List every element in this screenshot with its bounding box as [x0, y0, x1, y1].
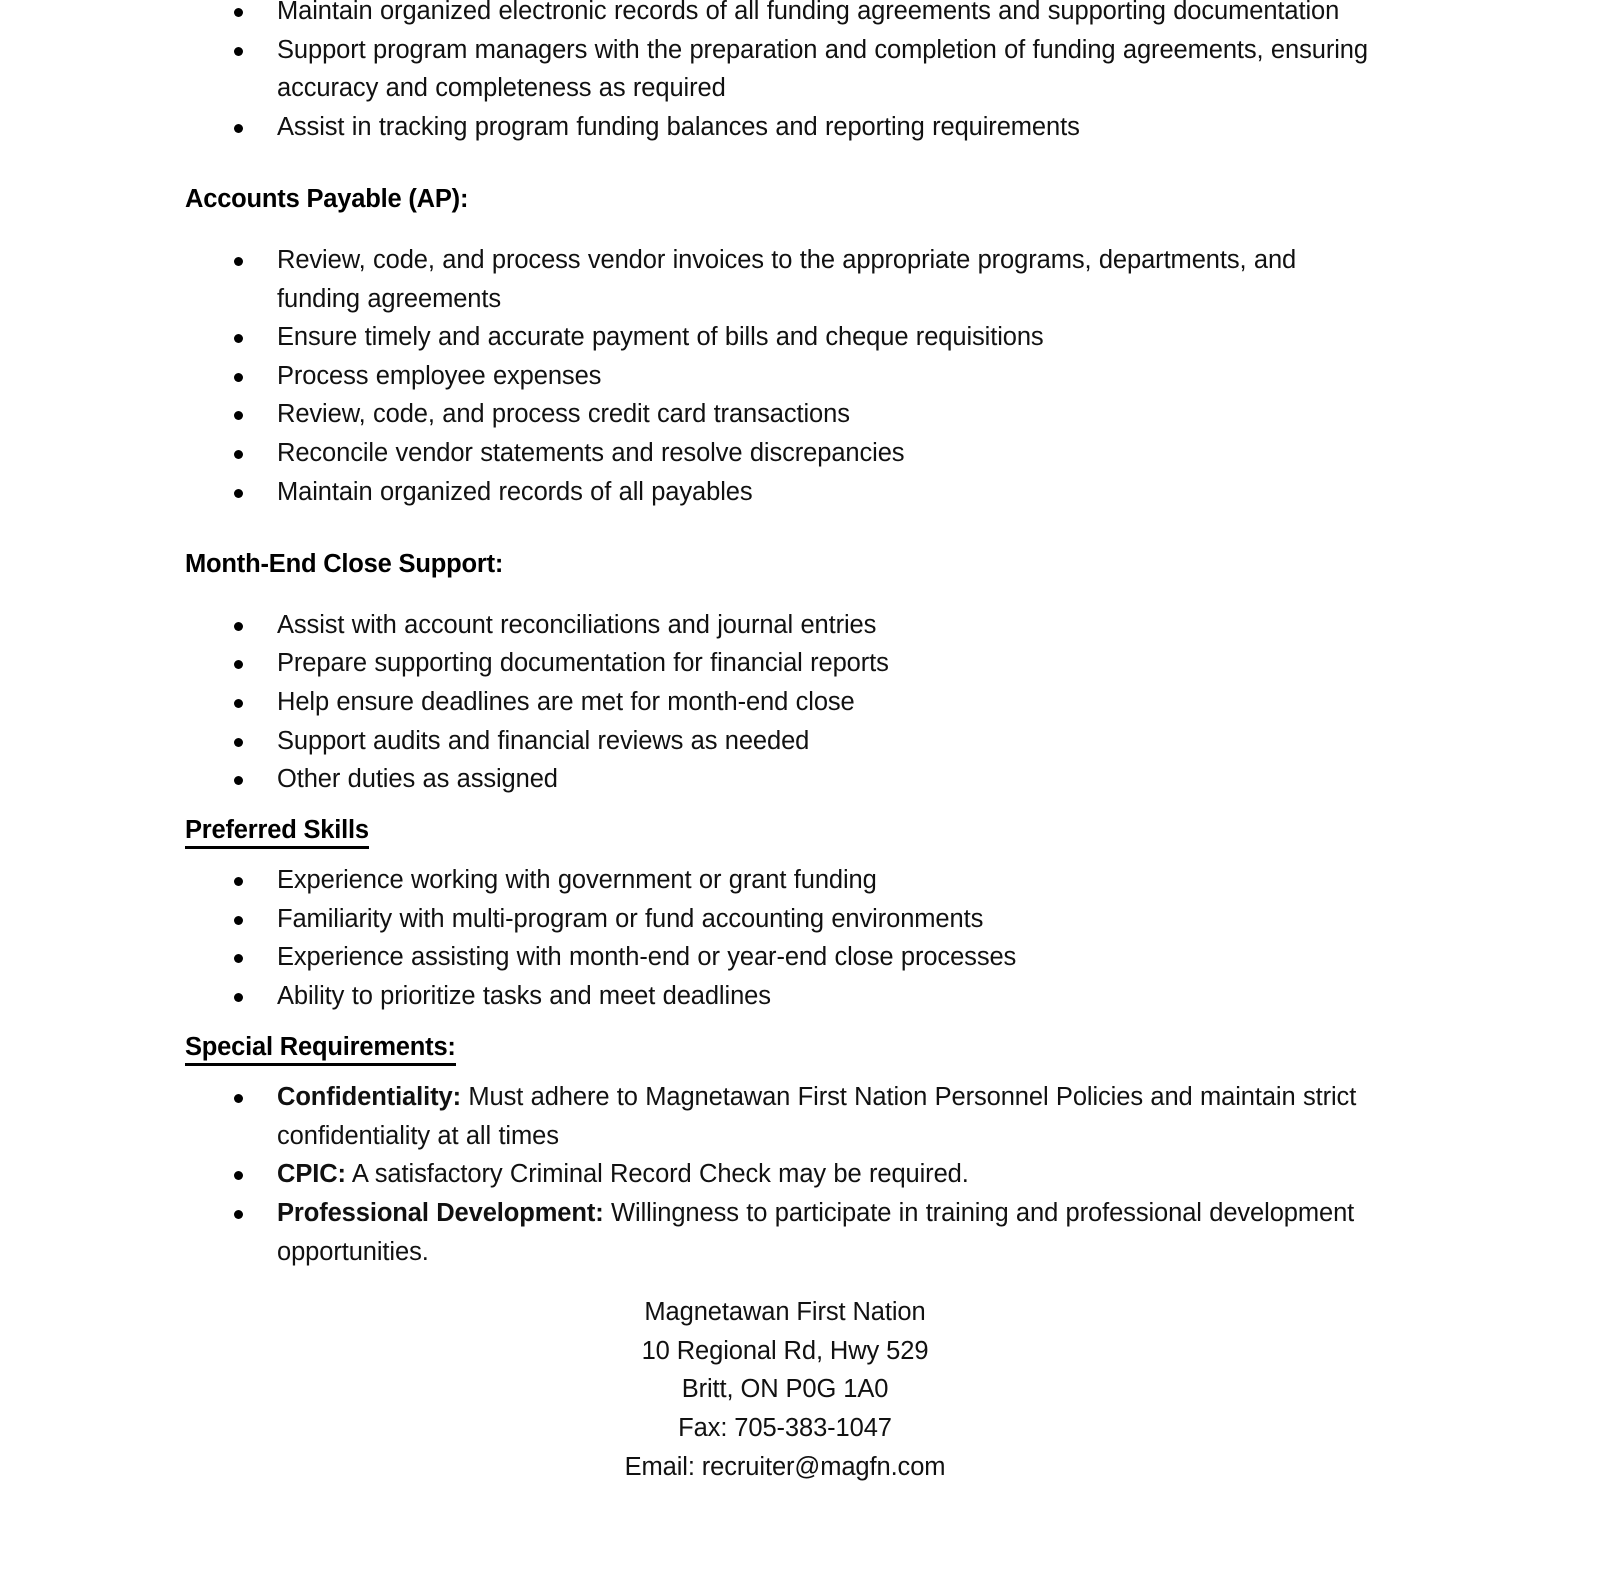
- heading-preferred-skills: [0, 811, 1600, 850]
- bullet-dot-icon: [234, 373, 243, 382]
- list-item-text: Familiarity with multi-program or fund accounting environments: [277, 904, 984, 933]
- bullet-dot-icon: [234, 489, 243, 498]
- list-item: [0, 977, 1600, 1016]
- heading-special-requirements: [0, 1028, 1600, 1067]
- bullet-dot-icon: [234, 411, 243, 420]
- bullet-dot-icon: [234, 738, 243, 747]
- list-item: [0, 241, 1600, 318]
- month-end-bullet-list: [0, 606, 1600, 799]
- list-item-text: Maintain organized records of all payables: [277, 477, 753, 506]
- list-item-text: Review, code, and process credit card transactions: [277, 400, 850, 429]
- spacer: [0, 584, 1600, 606]
- list-item: [0, 683, 1600, 722]
- bullet-dot-icon: [234, 8, 243, 17]
- footer-email: Email: recruiter@magfn.com: [624, 1452, 946, 1481]
- requirement-label: CPIC:: [277, 1160, 346, 1189]
- special-requirements-bullet-list: [0, 1078, 1600, 1271]
- bullet-dot-icon: [234, 993, 243, 1002]
- spacer: [0, 1016, 1600, 1028]
- bullet-dot-icon: [234, 450, 243, 459]
- list-item-text: Ability to prioritize tasks and meet deadlines: [277, 982, 771, 1011]
- bullet-dot-icon: [234, 1210, 243, 1219]
- list-item: [0, 395, 1600, 434]
- footer-fax: Fax: 705-383-1047: [678, 1414, 892, 1442]
- list-item: [0, 473, 1600, 512]
- list-item-text: Help ensure deadlines are met for month-end close: [277, 687, 855, 716]
- list-item: [0, 1078, 1600, 1155]
- bullet-dot-icon: [234, 916, 243, 925]
- spacer: [0, 799, 1600, 811]
- list-item: [0, 900, 1600, 939]
- list-item: [0, 861, 1600, 900]
- preferred-skills-bullet-list: [0, 861, 1600, 1015]
- heading-month-end-close-support: Month-End Close Support:: [185, 550, 504, 579]
- heading-accounts-payable: Accounts Payable (AP):: [185, 185, 469, 214]
- list-item: [0, 938, 1600, 977]
- list-item: [0, 1155, 1600, 1194]
- list-item: [0, 434, 1600, 473]
- requirement-label: Confidentiality:: [277, 1083, 461, 1112]
- list-item-text: [277, 1194, 1382, 1271]
- list-item-text: Support program managers with the preparation and completion of funding agreements, ensuring accuracy and completeness as required: [277, 35, 1368, 103]
- list-item-text: Experience working with government or grant funding: [277, 866, 877, 895]
- bullet-dot-icon: [234, 660, 243, 669]
- heading-special-requirements-text: Special Requirements:: [185, 1032, 456, 1066]
- list-item-text: Process employee expenses: [277, 361, 602, 390]
- list-item-text: Support audits and financial reviews as needed: [277, 726, 810, 755]
- spacer: [0, 511, 1600, 545]
- list-item: [0, 760, 1600, 799]
- bullet-dot-icon: [234, 1094, 243, 1103]
- spacer: [0, 1271, 1600, 1293]
- bullet-dot-icon: [234, 699, 243, 708]
- accounts-payable-bullet-list: [0, 241, 1600, 511]
- requirement-text: Must adhere to Magnetawan First Nation Personnel Policies and maintain strict confidentiality at all times: [277, 1083, 1357, 1150]
- list-item: [0, 606, 1600, 645]
- list-item-text: [277, 1155, 1382, 1194]
- list-item: [0, 108, 1600, 147]
- list-item-text: Review, code, and process vendor invoices to the appropriate programs, departments, and funding agreements: [277, 245, 1297, 313]
- list-item-text: Other duties as assigned: [277, 765, 558, 794]
- list-item-text: Experience assisting with month-end or year-end close processes: [277, 943, 1017, 972]
- bullet-dot-icon: [234, 877, 243, 886]
- list-item: [0, 644, 1600, 683]
- bullet-dot-icon: [234, 124, 243, 133]
- list-item-text: Assist in tracking program funding balances and reporting requirements: [277, 112, 1080, 141]
- footer-city-postal: Britt, ON P0G 1A0: [681, 1375, 889, 1404]
- requirement-label: Professional Development:: [277, 1199, 604, 1228]
- requirement-text: Willingness to participate in training and professional development opportunities.: [277, 1199, 1355, 1266]
- list-item: [0, 0, 1600, 31]
- list-item-text: [277, 1078, 1382, 1155]
- bullet-dot-icon: [234, 954, 243, 963]
- top-bullet-list: [0, 0, 1600, 146]
- list-item: [0, 318, 1600, 357]
- requirement-text: A satisfactory Criminal Record Check may be required.: [345, 1160, 969, 1189]
- bullet-dot-icon: [234, 1171, 243, 1180]
- footer-organization: Magnetawan First Nation: [644, 1298, 926, 1327]
- list-item-text: Prepare supporting documentation for financial reports: [277, 649, 889, 678]
- spacer: [0, 219, 1600, 241]
- bullet-dot-icon: [234, 334, 243, 343]
- spacer: [0, 849, 1600, 861]
- list-item-text: Assist with account reconciliations and journal entries: [277, 610, 877, 639]
- bullet-dot-icon: [234, 622, 243, 631]
- spacer: [0, 1066, 1600, 1078]
- list-item-text: Maintain organized electronic records of all funding agreements and supporting documentation: [277, 0, 1340, 25]
- contact-footer: [0, 1293, 1570, 1486]
- list-item-text: Ensure timely and accurate payment of bills and cheque requisitions: [277, 323, 1044, 352]
- spacer: [0, 146, 1600, 180]
- footer-street-address: 10 Regional Rd, Hwy 529: [641, 1336, 929, 1365]
- bullet-dot-icon: [234, 47, 243, 56]
- bullet-dot-icon: [234, 257, 243, 266]
- list-item: [0, 357, 1600, 396]
- list-item: [0, 722, 1600, 761]
- list-item: [0, 1194, 1600, 1271]
- list-item-text: Reconcile vendor statements and resolve discrepancies: [277, 438, 905, 467]
- list-item: [0, 31, 1600, 108]
- bullet-dot-icon: [234, 776, 243, 785]
- heading-preferred-skills-text: Preferred Skills: [185, 815, 369, 849]
